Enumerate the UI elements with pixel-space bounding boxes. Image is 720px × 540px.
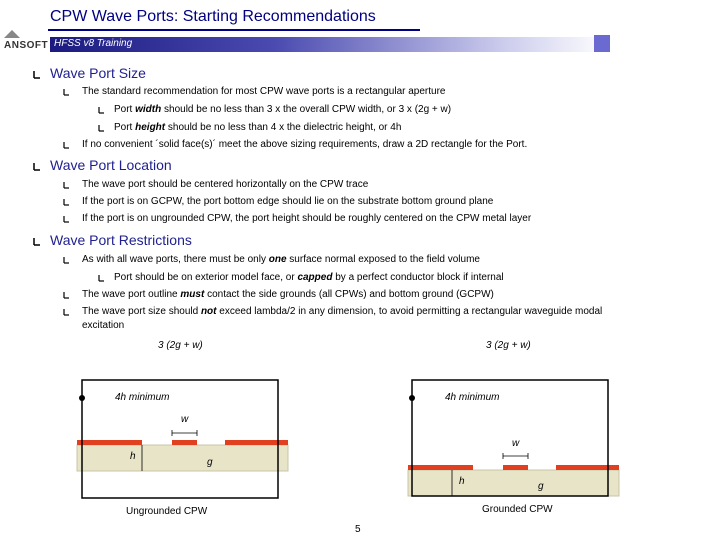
right-height-label: 4h minimum (445, 392, 500, 403)
restriction-3-cont: excitation (82, 320, 125, 331)
page-title: CPW Wave Ports: Starting Recommendations (50, 8, 376, 25)
left-g-label: g (207, 457, 213, 468)
right-g-label: g (538, 481, 544, 492)
location-line-2: If the port is on GCPW, the port bottom edge should lie on the substrate bottom ground plane (82, 196, 494, 207)
left-port-dot (79, 395, 85, 401)
right-center-trace (503, 465, 528, 470)
restriction-1: As with all wave ports, there must be only one surface normal exposed to the field volume (82, 254, 480, 265)
left-h-label: h (130, 451, 136, 462)
left-ground-left (77, 440, 142, 445)
restriction-1-sub: Port should be on exterior model face, or capped by a perfect conductor block if internal (114, 272, 504, 283)
restriction-3: The wave port size should not exceed lambda/2 in any dimension, to avoid permitting a rectangular waveguide modal (82, 306, 603, 317)
size-intro: The standard recommendation for most CPW wave ports is a rectangular aperture (82, 86, 446, 97)
logo-text: ANSOFT (4, 40, 49, 51)
right-ground-left (408, 465, 473, 470)
location-line-1: The wave port should be centered horizontally on the CPW trace (82, 179, 369, 190)
left-height-label: 4h minimum (115, 392, 170, 403)
ungrounded-cpw-diagram (77, 380, 288, 498)
restriction-2: The wave port outline must contact the side grounds (all CPWs) and bottom ground (GCPW) (82, 289, 494, 300)
left-center-trace (172, 440, 197, 445)
right-ground-right (556, 465, 619, 470)
right-width-label: 3 (2g + w) (486, 340, 531, 351)
section-heading-restrictions: Wave Port Restrictions (50, 232, 192, 248)
size-width-rule: Port width should be no less than 3 x the overall CPW width, or 3 x (2g + w) (114, 104, 452, 115)
right-port-dot (409, 395, 415, 401)
subtitle: HFSS v8 Training (54, 38, 133, 49)
right-h-label: h (459, 476, 465, 487)
left-caption: Ungrounded CPW (126, 506, 208, 517)
left-width-label: 3 (2g + w) (158, 340, 203, 351)
right-w-label: w (512, 438, 520, 449)
left-w-label: w (181, 414, 189, 425)
section-heading-size: Wave Port Size (50, 65, 146, 81)
page-number: 5 (355, 524, 361, 535)
size-fallback: If no convenient ´solid face(s)´ meet the above sizing requirements, draw a 2D rectangle for the Port. (82, 139, 528, 150)
size-height-rule: Port height should be no less than 4 x the dielectric height, or 4h (114, 122, 402, 133)
left-substrate (77, 445, 288, 471)
section-heading-location: Wave Port Location (50, 157, 172, 173)
right-substrate (408, 470, 619, 496)
location-line-3: If the port is on ungrounded CPW, the port height should be roughly centered on the CPW metal layer (82, 213, 532, 224)
left-port-outline (82, 380, 278, 498)
right-caption: Grounded CPW (482, 504, 553, 515)
